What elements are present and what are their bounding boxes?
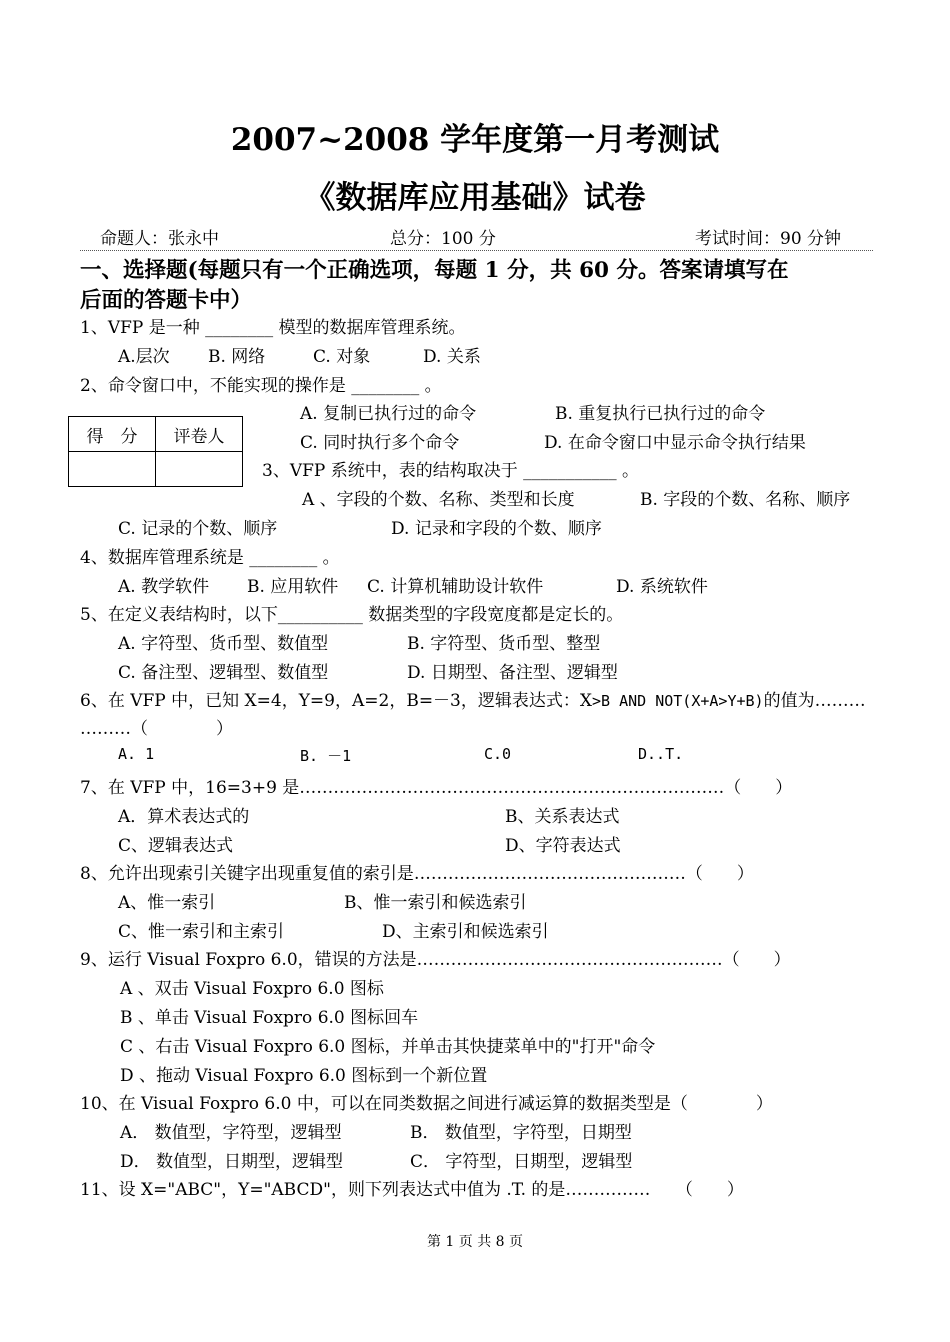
q7-option-c: C、逻辑表达式: [118, 836, 234, 856]
q3-option-d: D. 记录和字段的个数、顺序: [391, 519, 602, 539]
q1-option-d: D. 关系: [423, 347, 481, 367]
section-heading-line2: 后面的答题卡中）: [80, 288, 253, 313]
q9-option-a: A 、双击 Visual Foxpro 6.0 图标: [120, 979, 384, 999]
question-11: 11、设 X="ABC"，Y="ABCD"，则下列表达式中值为 .T. 的是…………… （ ）: [80, 1180, 744, 1200]
q9-option-d: D 、拖动 Visual Foxpro 6.0 图标到一个新位置: [120, 1066, 488, 1086]
q10-option-b: B． 数值型，字符型，日期型: [410, 1123, 632, 1143]
question-4: 4、数据库管理系统是 ________ 。: [80, 548, 340, 568]
q9-option-c: C 、右击 Visual Foxpro 6.0 图标，并单击其快捷菜单中的"打开"命令: [120, 1037, 656, 1057]
q6-option-b: B. －1: [300, 747, 352, 765]
q4-option-d: D. 系统软件: [616, 577, 708, 597]
question-10: 10、在 Visual Foxpro 6.0 中，可以在同类数据之间进行减运算的数据类型是（ ）: [80, 1094, 773, 1114]
q10-option-a: A． 数值型，字符型，逻辑型: [120, 1123, 342, 1143]
exam-title: 2007~2008 学年度第一月考测试: [230, 122, 720, 158]
q6-option-c: C.0: [484, 745, 512, 763]
q3-option-c: C. 记录的个数、顺序: [118, 519, 278, 539]
q10-option-c: C． 字符型，日期型，逻辑型: [410, 1152, 633, 1172]
section-heading-line1: 一、选择题(每题只有一个正确选项，每题 1 分，共 60 分。答案请填写在: [80, 258, 789, 283]
grader-label: 评卷人: [156, 417, 243, 452]
question-3: 3、VFP 系统中，表的结构取决于 ___________ 。: [262, 461, 640, 481]
question-6-continuation: ………（ ）: [80, 719, 233, 739]
q7-option-a: A．算术表达式的: [118, 807, 250, 827]
score-label: 得 分: [69, 417, 156, 452]
q6-text-a: 6、在 VFP 中，已知 X=4，Y=9，A=2，B=－3，逻辑表达式：X: [80, 691, 592, 711]
q9-option-b: B 、单击 Visual Foxpro 6.0 图标回车: [120, 1008, 419, 1028]
exam-subtitle: 《数据库应用基础》试卷: [304, 180, 646, 216]
q2-option-d: D. 在命令窗口中显示命令执行结果: [544, 433, 806, 453]
question-9: 9、运行 Visual Foxpro 6.0，错误的方法是………………………………………………（ ）: [80, 950, 791, 970]
question-2: 2、命令窗口中，不能实现的操作是 ________ 。: [80, 376, 442, 396]
exam-duration: 考试时间：90 分钟: [695, 229, 842, 249]
q3-option-b: B. 字段的个数、名称、顺序: [640, 490, 851, 510]
q3-option-a: A 、字段的个数、名称、类型和长度: [302, 490, 575, 510]
question-6: [80, 686, 866, 711]
question-5: 5、在定义表结构时，以下__________ 数据类型的字段宽度都是定长的。: [80, 605, 624, 625]
q6-option-a: A. 1: [118, 745, 155, 763]
q2-option-a: A. 复制已执行过的命令: [300, 404, 477, 424]
q6-expression: >B AND NOT(X+A>Y+B): [591, 692, 764, 710]
exam-total-score: 总分：100 分: [390, 229, 496, 249]
q7-option-d: D、字符表达式: [505, 836, 621, 856]
question-1: 1、VFP 是一种 ________ 模型的数据库管理系统。: [80, 318, 466, 338]
q8-option-b: B、惟一索引和候选索引: [344, 893, 527, 913]
q6-text-b: 的值为………: [763, 691, 866, 711]
header-divider: [80, 250, 873, 251]
q5-option-a: A. 字符型、货币型、数值型: [118, 634, 329, 654]
question-7: 7、在 VFP 中，16=3+9 是…………………………………………………………………（ ）: [80, 778, 793, 798]
q8-option-a: A、惟一索引: [118, 893, 216, 913]
grader-cell[interactable]: [156, 452, 243, 487]
q7-option-b: B、关系表达式: [505, 807, 620, 827]
page-number: 第 1 页 共 8 页: [426, 1234, 524, 1250]
question-8: 8、允许出现索引关键字出现重复值的索引是…………………………………………（ ）: [80, 864, 754, 884]
q5-option-c: C. 备注型、逻辑型、数值型: [118, 663, 329, 683]
q8-option-d: D、主索引和候选索引: [382, 922, 549, 942]
q5-option-b: B. 字符型、货币型、整型: [407, 634, 601, 654]
q4-option-c: C. 计算机辅助设计软件: [367, 577, 544, 597]
q4-option-b: B. 应用软件: [247, 577, 339, 597]
q1-option-a: A.层次: [118, 347, 170, 367]
q2-option-b: B. 重复执行已执行过的命令: [555, 404, 766, 424]
q2-option-c: C. 同时执行多个命令: [300, 433, 460, 453]
q4-option-a: A. 教学软件: [118, 577, 210, 597]
score-box: [68, 416, 243, 487]
q1-option-c: C. 对象: [313, 347, 371, 367]
score-cell[interactable]: [69, 452, 156, 487]
q6-option-d: D..T.: [638, 745, 684, 763]
q8-option-c: C、惟一索引和主索引: [118, 922, 285, 942]
q1-option-b: B. 网络: [208, 347, 266, 367]
q5-option-d: D. 日期型、备注型、逻辑型: [407, 663, 618, 683]
exam-author: 命题人：张永中: [100, 229, 219, 249]
q10-option-d: D． 数值型，日期型，逻辑型: [120, 1152, 344, 1172]
